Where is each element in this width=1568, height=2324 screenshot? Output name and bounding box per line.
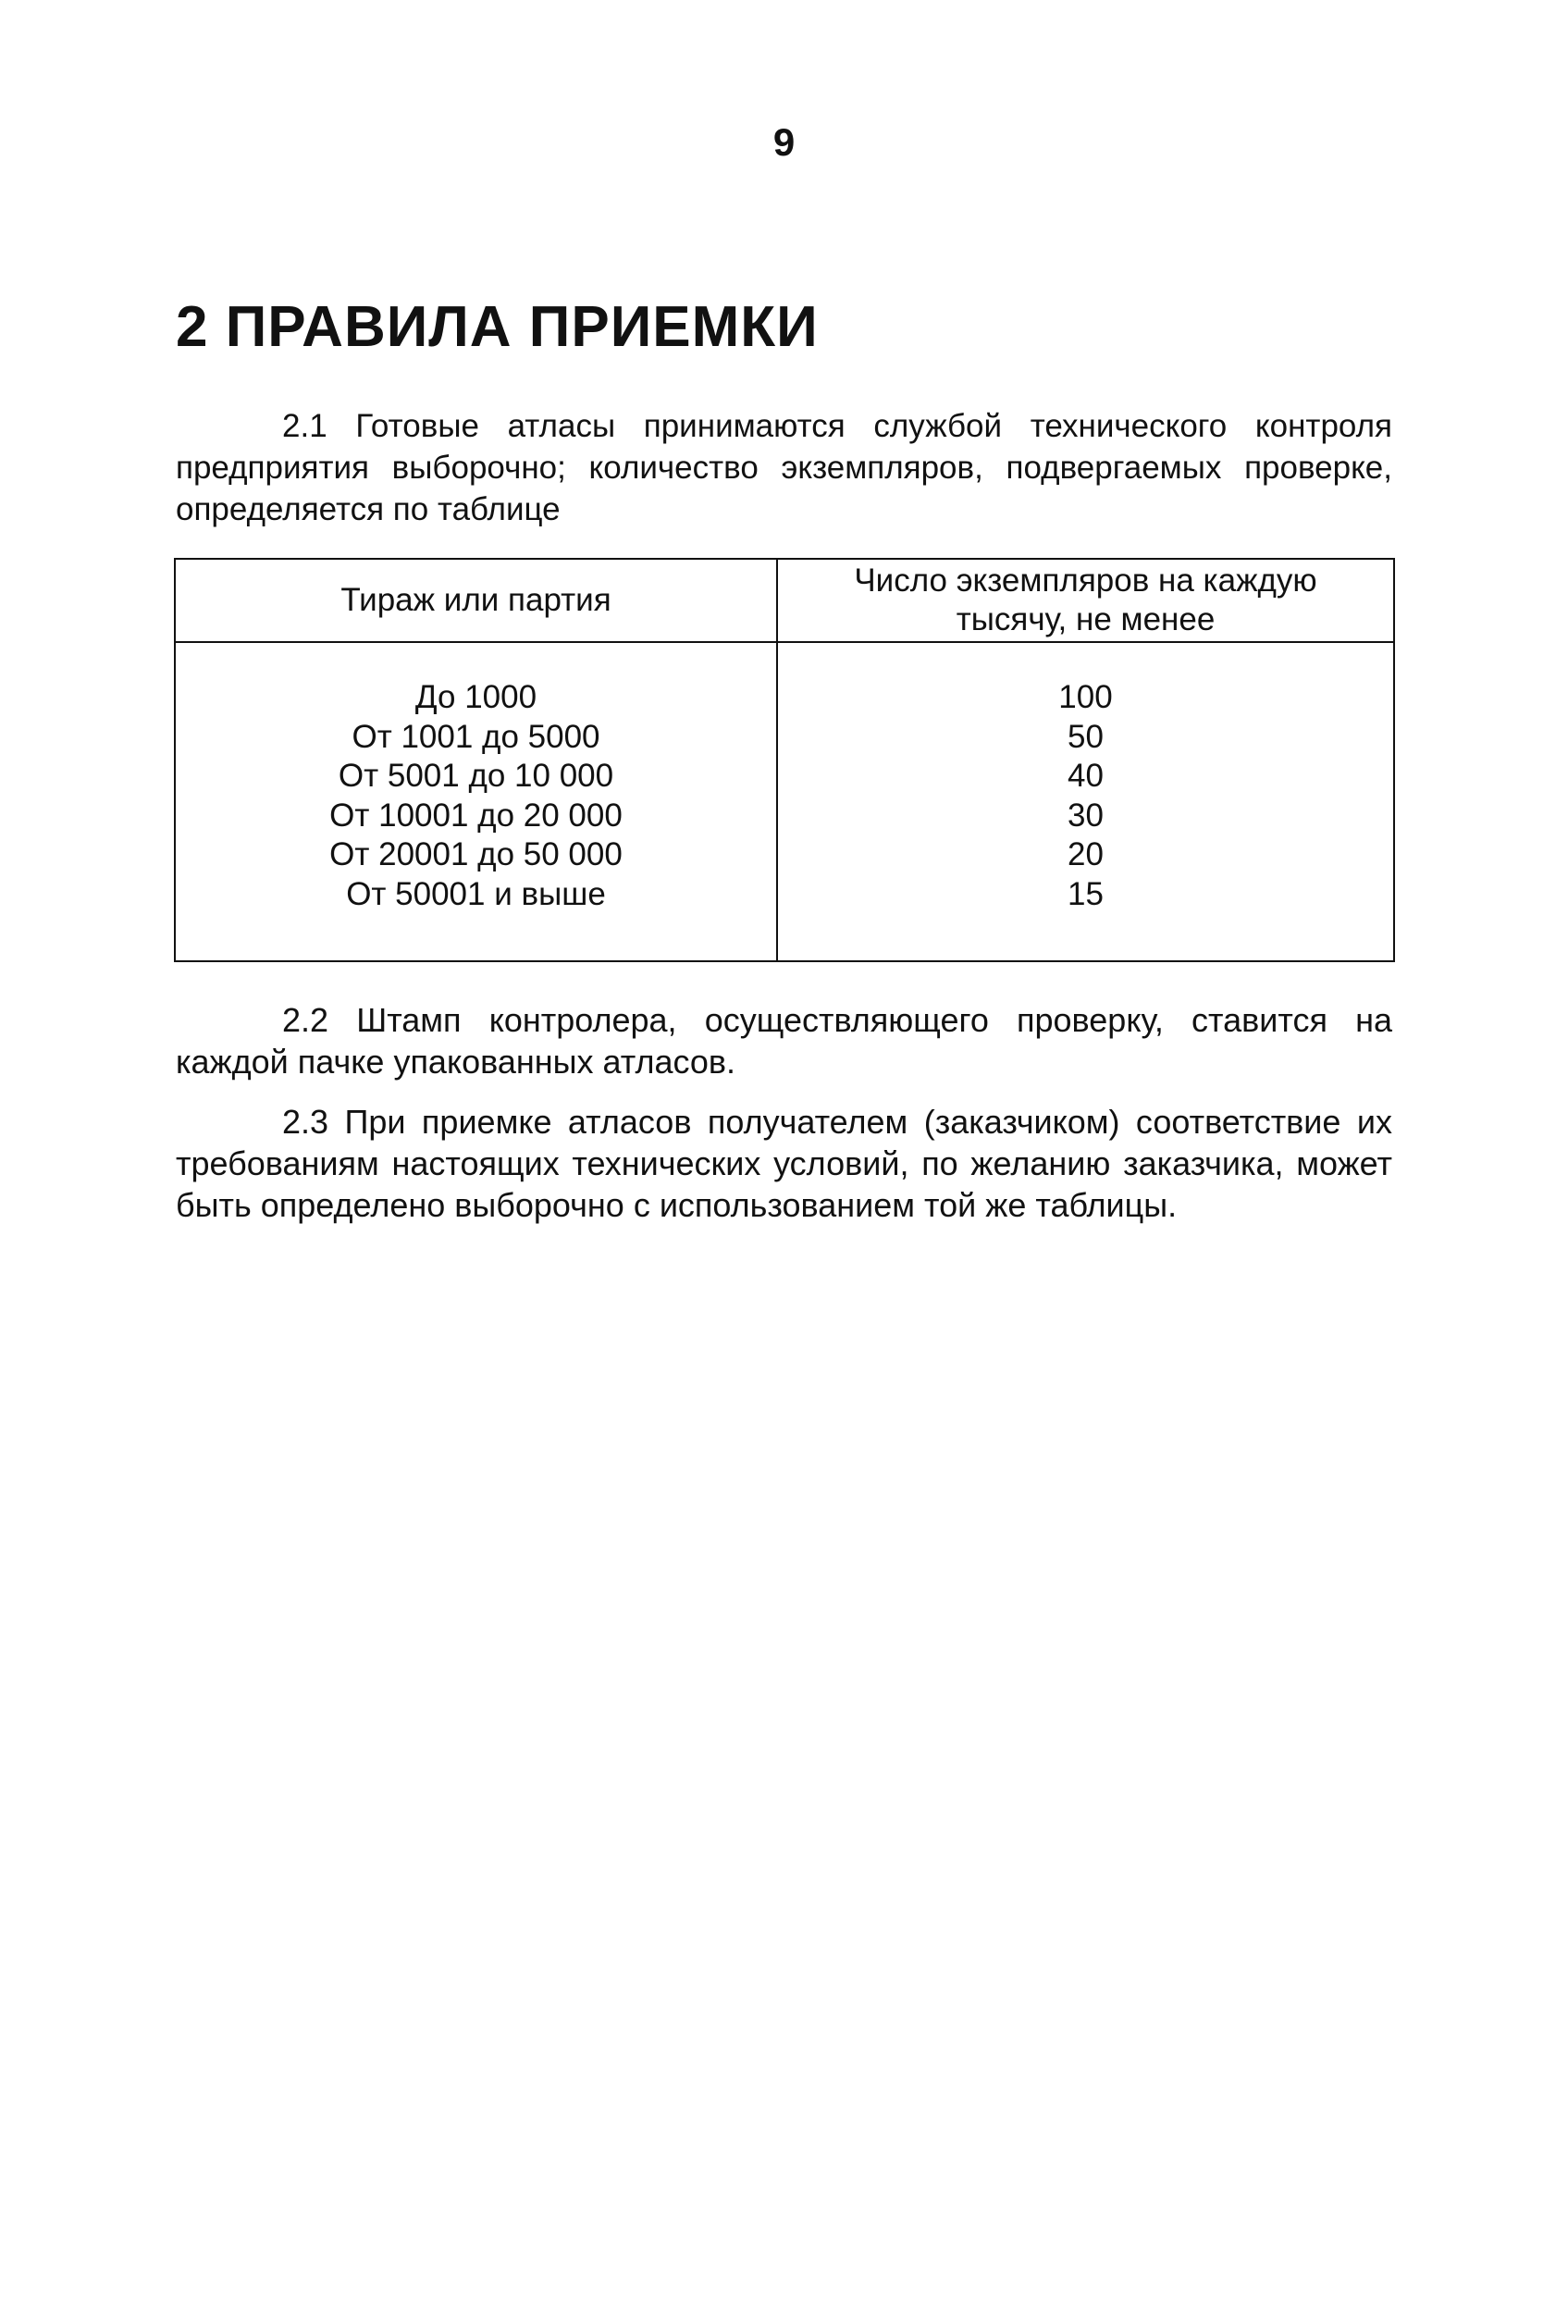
table-cell-batch: От 10001 до 20 000 xyxy=(329,797,623,834)
paragraph-2-1: 2.1 Готовые атласы принимаются службой технического контроля предприятия выборочно; количество экземпляров, подвергаемых проверке, определяется по таблице xyxy=(176,408,1392,527)
sampling-table xyxy=(174,558,1395,962)
section-title: 2 ПРАВИЛА ПРИЕМКИ xyxy=(176,295,819,359)
paragraph-2-2: 2.2 Штамп контролера, осуществляющего проверку, ставится на каждой пачке упакованных атласов. xyxy=(176,1001,1392,1081)
table-header-batch: Тираж или партия xyxy=(340,582,611,618)
table-cell-batch: От 5001 до 10 000 xyxy=(338,758,614,794)
paragraph-2-3: 2.3 При приемке атласов получателем (заказчиком) соответствие их требованиям настоящих технических условий, по желанию заказчика, может быть определено выборочно с использованием той же таблицы. xyxy=(176,1103,1392,1224)
table-cell-copies: 100 xyxy=(1058,679,1113,715)
table-cell-copies: 20 xyxy=(1068,836,1104,872)
page-number: 9 xyxy=(772,120,796,164)
table-cell-batch: От 20001 до 50 000 xyxy=(329,836,623,872)
table-cell-batch: От 50001 и выше xyxy=(346,875,606,912)
table-cell-batch: От 1001 до 5000 xyxy=(352,718,600,755)
table-cell-copies: 15 xyxy=(1068,875,1104,912)
table-cell-batch: До 1000 xyxy=(414,679,537,715)
table-header-copies: Число экземпляров на каждую тысячу, не менее xyxy=(854,562,1317,637)
table-cell-copies: 40 xyxy=(1068,758,1104,794)
table-column-copies xyxy=(778,678,1393,914)
table-cell-copies: 30 xyxy=(1068,797,1104,834)
table-cell-copies: 50 xyxy=(1068,718,1104,755)
table-column-batch xyxy=(176,678,776,914)
table-header-divider xyxy=(176,641,1393,643)
